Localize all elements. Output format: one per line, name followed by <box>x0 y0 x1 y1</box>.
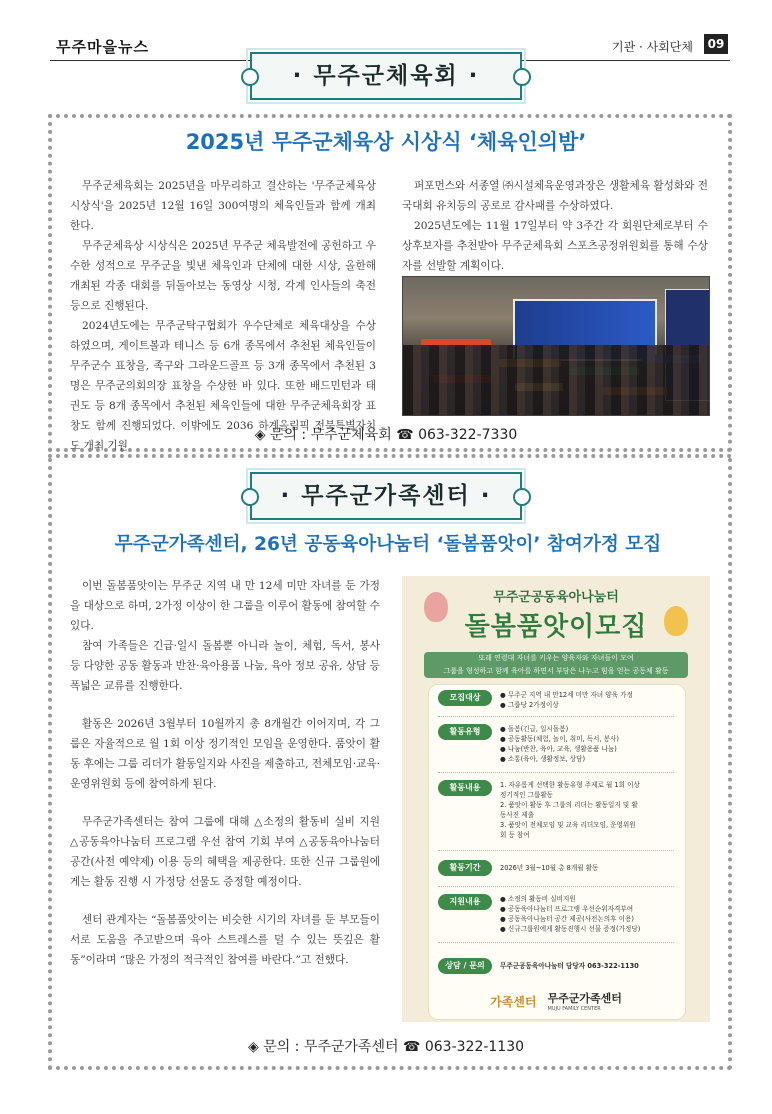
phone-number: ☎ 063-322-7330 <box>396 427 518 443</box>
family-center-logo <box>402 990 710 1012</box>
section2-banner: · 무주군가족센터 · <box>250 472 522 520</box>
poster-item: ● 신규그룹원에게 활동진행시 선물 증정(가정당) <box>500 925 641 933</box>
paragraph: 2025년도에는 11월 17일부터 약 3주간 각 회원단체로부터 수상후보자를 추천받아 무주군체육회 스포츠공정위원회를 통해 수상자를 선발할 계획이다. <box>402 220 708 272</box>
poster-items <box>500 780 676 840</box>
poster-item: ● 공동활동(체험, 놀이, 취미, 독서, 봉사) <box>500 735 619 743</box>
poster-item: ● 소정의 활동비 실비지원 <box>500 895 576 903</box>
paragraph: 2024년도에는 무주군탁구협회가 우수단체로 체육대상을 수상하였으며, 게이트볼과 테니스 등 6개 종목에서 추천된 체육인들이 무주군수 표창을, 족구와 그라운드골프 등 3개 종목에서 추천된 3명은 무주군의회의장 표창을 수상한 바 있다. 또한 배드민턴과 태권도 등 8개 종목에서 추천된 체육인들에 대한 무주군체육회장 표창도 함께 진행되었다. 이밖에도 2036 하계올림픽 전북특별자치도 개최 기원 <box>70 320 376 452</box>
poster-tag: 활동유형 <box>438 724 492 740</box>
paragraph: 무주군가족센터는 참여 그룹에 대해 △소정의 활동비 실비 지원 △공동육아나눔터 프로그램 우선 참여 기회 부여 △공동육아나눔터 공간(사전 예약제) 이용 등의 혜택을 제공한다. 또한 신규 그룹원에게는 활동 진행 시 가정당 선물도 증정할 예정이다. <box>70 816 380 888</box>
section1-headline: 2025년 무주군체육상 시상식 ‘체육인의밤’ <box>185 130 587 154</box>
poster-item: ● 무주군 지역 내 만12세 미만 자녀 양육 가정 <box>500 691 633 699</box>
logo-name-english: MUJU FAMILY CENTER <box>547 1006 601 1012</box>
poster-item: ● 나눔(반찬, 육아, 교육, 생활용품 나눔) <box>500 745 617 753</box>
poster-tag: 모집대상 <box>438 690 492 706</box>
paragraph: 활동은 2026년 3월부터 10월까지 총 8개월간 이어지며, 각 그룹은 자율적으로 월 1회 이상 정기적인 모임을 운영한다. 품앗이 활동 후에는 그룹 리더가 활동일지와 사진을 제출하고, 전체모임·교육·운영위원회 등에 참여하게 된다. <box>70 718 380 790</box>
poster-items <box>500 724 676 764</box>
poster-item: 회 등 참여 <box>500 831 530 839</box>
poster-intro-line: 또래 연령대 자녀를 키우는 양육자와 자녀들이 모여 <box>478 654 634 662</box>
paragraph: 무주군체육상 시상식은 2025년 무주군 체육발전에 공헌하고 우수한 성적으로 무주군을 빛낸 체육인과 단체에 대한 시상, 올한해 개최된 각종 대회를 뒤돌아보는 동영상 시청, 각계 인사들의 축전 등으로 진행된다. <box>70 240 376 312</box>
newsletter-logo: 무주마을뉴스 <box>56 38 149 56</box>
poster-item: ● 공동육아나눔터 프로그램 우선순위자격부여 <box>500 905 634 913</box>
section2-text-column <box>70 576 380 970</box>
poster-item: 2026년 3월~10월 총 8개월 활동 <box>500 864 599 872</box>
section1-left-column <box>70 176 376 456</box>
poster-item: 2. 품앗이 활동 후 그룹의 리더는 활동일지 및 활 <box>500 801 638 809</box>
section1-contact <box>60 424 712 444</box>
poster-separator <box>438 886 674 887</box>
paragraph: 퍼포먼스와 서종열 ㈜시설체육운영과장은 생활체육 활성화와 전국대회 유치등의 공로로 감사패를 수상하였다. <box>402 180 708 212</box>
poster-items <box>500 690 676 710</box>
poster-item: 동사진 제출 <box>500 811 534 819</box>
poster-intro <box>424 652 688 678</box>
poster-separator <box>438 772 674 773</box>
logo-name-korean: 무주군가족센터 <box>547 992 622 1005</box>
poster-item: 무주군공동육아나눔터 담당자 063-322-1130 <box>500 962 639 970</box>
crowd <box>403 345 709 415</box>
poster-items <box>500 863 676 873</box>
poster-tag: 상담 / 문의 <box>438 958 492 974</box>
poster-item: ● 그룹당 2가정이상 <box>500 701 559 709</box>
poster-intro-line: 그룹을 형성하고 함께 육아를 하면서 부담은 나누고 힘을 얻는 공동체 활동 <box>443 667 669 675</box>
phone-number: ☎ 063-322-1130 <box>402 1039 525 1055</box>
paragraph: 이번 돌봄품앗이는 무주군 지역 내 만 12세 미만 자녀를 둔 가정을 대상으로 하며, 2가정 이상이 한 그룹을 이루어 활동에 참여할 수 있다. <box>70 580 380 632</box>
paragraph: 센터 관계자는 “돌봄품앗이는 비슷한 시기의 자녀를 둔 부모들이 서로 도움을 주고받으며 육아 스트레스를 덜 수 있는 뜻깊은 활동”이라며 “많은 가정의 적극적인 참여를 바란다.”고 전했다. <box>70 914 380 966</box>
poster-tag: 활동기간 <box>438 860 492 876</box>
section1-right-column <box>402 176 708 276</box>
section1-banner: · 무주군체육회 · <box>250 52 522 100</box>
poster-items <box>500 894 676 934</box>
award-ceremony-photo <box>402 276 710 416</box>
poster-separator <box>438 942 674 943</box>
poster-separator <box>438 850 674 851</box>
page-number: 09 <box>704 34 728 54</box>
logo-name <box>548 990 622 1012</box>
recruitment-poster <box>402 576 710 1022</box>
contact-label: ◈ 문의 : 무주군가족센터 <box>247 1039 399 1055</box>
logo-mark: 가족센터 <box>490 994 537 1009</box>
poster-items <box>500 961 676 971</box>
poster-tag: 지원내용 <box>438 894 492 910</box>
contact-label: ◈ 문의 : 무주군체육회 <box>254 427 392 443</box>
poster-item: ● 돌봄(긴급, 일시돌봄) <box>500 725 569 733</box>
poster-item: 정기적인 그룹활동 <box>500 791 554 799</box>
poster-item: 3. 품앗이 전체모임 및 교육 리더모임, 운영위원 <box>500 821 636 829</box>
section-label: 기관 · 사회단체 <box>612 40 693 54</box>
poster-separator <box>438 716 674 717</box>
poster-item: ● 소통(육아, 생활정보, 상담) <box>500 755 586 763</box>
poster-item: 1. 자유롭게 선택한 활동유형 주제로 월 1회 이상 <box>500 781 640 789</box>
poster-subtitle: 무주군공동육아나눔터 <box>493 590 619 605</box>
section2-contact <box>60 1036 712 1056</box>
paragraph: 무주군체육회는 2025년을 마무리하고 결산하는 '무주군체육상 시상식'을 2025년 12월 16일 300여명의 체육인들과 함께 개최 한다. <box>70 180 376 232</box>
poster-title: 돌봄품앗이모집 <box>464 612 648 642</box>
section2-headline: 무주군가족센터, 26년 공동육아나눔터 ‘돌봄품앗이’ 참여가정 모집 <box>114 534 662 555</box>
poster-item: ● 공동육아나눔터 공간 제공(사전논의후 이용) <box>500 915 634 923</box>
poster-tag: 활동내용 <box>438 780 492 796</box>
paragraph: 참여 가족들은 긴급·일시 돌봄뿐 아니라 놀이, 체험, 독서, 봉사 등 다양한 공동 활동과 반찬·육아용품 나눔, 육아 정보 공유, 상담 등 폭넓은 교류를 진행한다. <box>70 640 380 692</box>
